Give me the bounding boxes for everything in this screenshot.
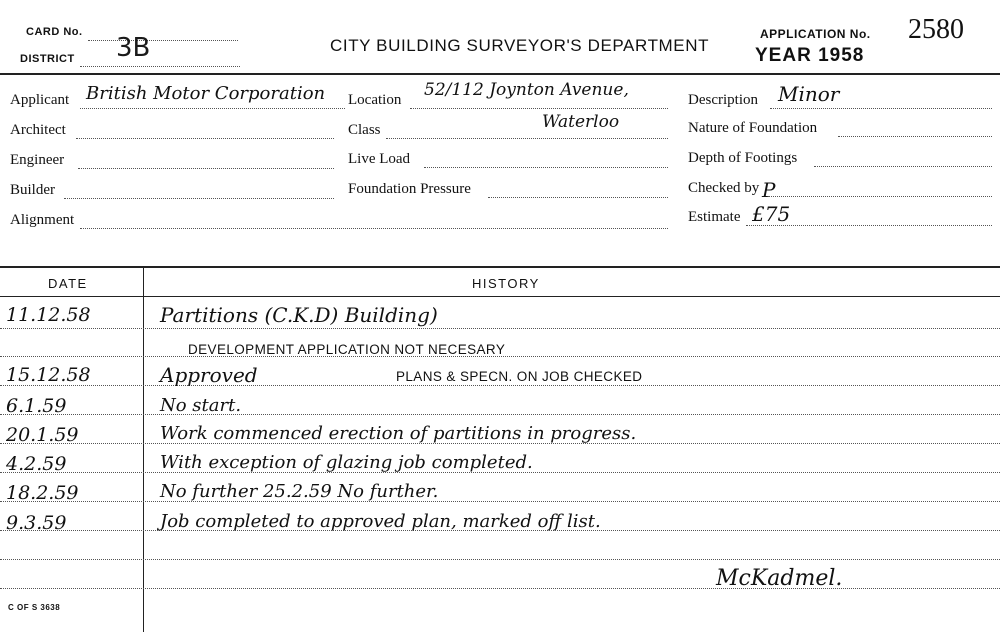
history-text: Work commenced erection of partitions in progress. [160,423,637,444]
checked-by-line [768,196,992,197]
history-date: 4.2.59 [6,453,67,475]
history-date: 15.12.58 [6,364,91,386]
alignment-line [80,228,668,229]
location-value-1: 52/112 Joynton Avenue, [424,80,629,100]
year-label: YEAR 1958 [755,45,865,66]
location-label: Location [348,92,402,108]
history-text: Partitions (C.K.D) Building) [160,303,438,327]
description-label: Description [688,92,758,108]
card-no-line [88,40,238,41]
class-line [386,138,668,139]
district-line [80,66,240,67]
row-line [0,328,1000,329]
alignment-label: Alignment [10,212,75,228]
history-text: With exception of glazing job completed. [160,452,533,473]
department-title: CITY BUILDING SURVEYOR'S DEPARTMENT [330,36,710,55]
header-rule [0,73,1000,75]
district-label: DISTRICT [20,53,75,65]
history-text: No start. [160,395,242,416]
application-no-label: APPLICATION No. [760,27,871,41]
location-line [410,108,668,109]
applicant-value: British Motor Corporation [86,83,326,104]
builder-label: Builder [10,182,55,198]
engineer-line [78,168,334,169]
live-load-label: Live Load [348,151,411,167]
date-column-header: DATE [48,276,88,291]
foundation-pressure-line [488,197,668,198]
date-column-divider [143,268,144,632]
builder-line [64,198,334,199]
architect-label: Architect [10,122,66,138]
foundation-pressure-label: Foundation Pressure [348,181,471,197]
architect-line [76,138,334,139]
engineer-label: Engineer [10,152,65,168]
history-date: 20.1.59 [6,424,79,446]
history-text: No further 25.2.59 No further. [160,481,439,502]
depth-line [814,166,992,167]
row-line [0,559,1000,560]
card-no-label: CARD No. [26,26,83,38]
section-rule [0,266,1000,268]
table-header-rule [0,296,1000,297]
application-no: 2580 [908,14,964,45]
row-line [0,501,1000,502]
checked-by-label: Checked by [688,180,760,196]
district-value: 3B [116,33,151,63]
row-line [0,414,1000,415]
applicant-line [80,108,345,109]
history-date: 6.1.59 [6,395,67,417]
row-line [0,385,1000,386]
history-text: Job completed to approved plan, marked off list. [160,511,601,532]
description-value: Minor [778,82,840,106]
history-date: 9.3.59 [6,512,67,534]
depth-of-footings-label: Depth of Footings [688,150,798,166]
row-line [0,588,1000,589]
class-label: Class [348,122,381,138]
history-typed-note: DEVELOPMENT APPLICATION NOT NECESARY [188,342,506,357]
applicant-label: Applicant [10,92,70,108]
history-typed-note: PLANS & SPECN. ON JOB CHECKED [396,369,643,384]
estimate-label: Estimate [688,209,741,225]
signature: McKadmel. [716,566,843,591]
nature-of-foundation-label: Nature of Foundation [688,120,818,136]
estimate-value: £75 [752,202,791,226]
form-code: C OF S 3638 [8,603,61,612]
description-line [770,108,992,109]
history-date: 11.12.58 [6,304,91,326]
location-value-2: Waterloo [542,112,620,132]
history-date: 18.2.59 [6,482,79,504]
nature-line [838,136,992,137]
history-text: Approved [160,363,258,387]
live-load-line [424,167,668,168]
checked-by-value: P [762,178,776,202]
history-column-header: HISTORY [472,276,540,291]
